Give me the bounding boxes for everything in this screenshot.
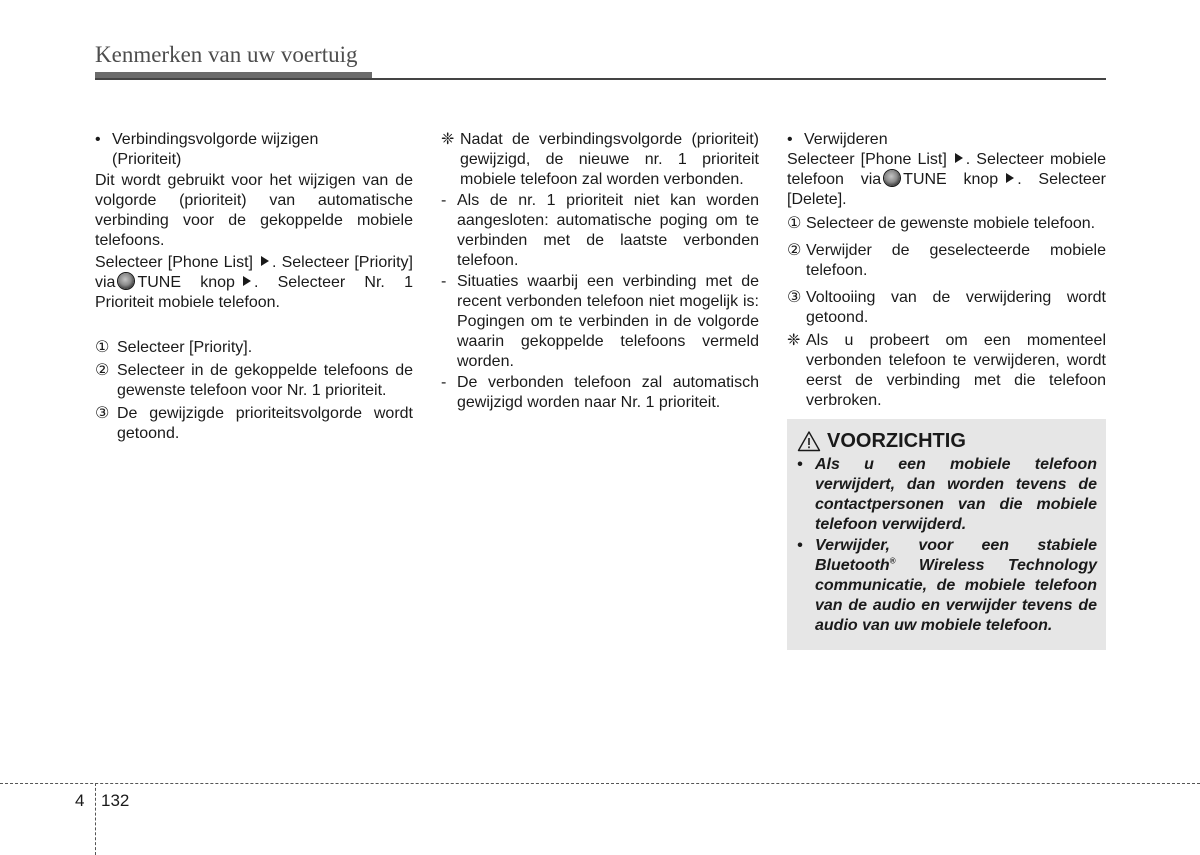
- tune-knob-icon: [118, 273, 134, 289]
- note-text: Als u probeert om een momenteel verbonden telefoon te verwijderen, wordt eerst de verbinding met die telefoon verbroken.: [806, 332, 1106, 409]
- dash-marker: -: [441, 273, 447, 290]
- step-text: Verwijder de geselecteerde mobiele telefoon.: [806, 242, 1106, 279]
- caution-header: [797, 429, 1097, 453]
- footer-rule: [0, 783, 1200, 784]
- instruction-part-d: . Selecteer Nr. 1 Prioriteit mobiele telefoon.: [95, 274, 413, 311]
- chapter-number: 4: [75, 791, 85, 810]
- step-text: Voltooiing van de verwijdering wordt getoond.: [806, 289, 1106, 326]
- step-item: [95, 338, 413, 358]
- header-rule: [95, 78, 1106, 80]
- dash-marker: -: [441, 192, 447, 209]
- footer-divider: [95, 783, 96, 855]
- caution-text-b: Wireless Technology communicatie, de mobiele telefoon van de audio en verwijder tevens de audio van uw mobiele telefoon.: [815, 557, 1097, 634]
- step-item: [787, 214, 1106, 234]
- instruction-paragraph: [787, 150, 1106, 210]
- dash-item: [441, 373, 759, 413]
- right-column: [787, 130, 1106, 650]
- dash-item: [441, 191, 759, 271]
- left-column: [95, 130, 413, 444]
- step-text: Selecteer [Priority].: [117, 339, 253, 356]
- registered-mark: ®: [889, 556, 896, 566]
- caution-item: [797, 536, 1097, 636]
- bullet-heading: Verbindingsvolgorde wijzigen: [112, 131, 319, 148]
- instruction-part-c: TUNE knop: [137, 274, 235, 291]
- step-marker: ②: [95, 362, 110, 379]
- dash-item: [441, 272, 759, 372]
- dash-marker: -: [441, 374, 447, 391]
- section-bullet-priority: [95, 130, 413, 170]
- arrow-right-icon: [955, 153, 963, 163]
- note-marker: ❈: [441, 131, 455, 148]
- bullet-marker: •: [95, 131, 101, 148]
- section-bullet-delete: [787, 130, 1106, 150]
- step-marker: ①: [787, 215, 802, 232]
- caution-bullet: •: [797, 537, 803, 554]
- instruction-part-d: . Selecteer [Delete].: [787, 171, 1107, 208]
- caution-text: Als u een mobiele telefoon verwijdert, dan worden tevens de contactpersonen van die mobiele telefoon verwijderd.: [815, 456, 1097, 533]
- step-item: [95, 404, 413, 444]
- note-item: [787, 331, 1106, 411]
- step-item: [787, 288, 1106, 328]
- step-text: De gewijzigde prioriteitsvolgorde wordt getoond.: [117, 405, 413, 442]
- step-item: [787, 241, 1106, 281]
- note-item: [441, 130, 759, 190]
- dash-text: De verbonden telefoon zal automatisch gewijzigd worden naar Nr. 1 prioriteit.: [457, 374, 759, 411]
- caution-title: VOORZICHTIG: [827, 430, 966, 452]
- step-marker: ③: [95, 405, 110, 422]
- caution-text-a: Verwijder, voor een stabiele Bluetooth: [815, 537, 1097, 574]
- step-text: Selecteer in de gekoppelde telefoons de gewenste telefoon voor Nr. 1 prioriteit.: [117, 362, 413, 399]
- note-marker: ❈: [787, 332, 801, 349]
- instruction-part-c: TUNE knop: [903, 171, 999, 188]
- bullet-heading-sub: (Prioriteit): [112, 151, 182, 168]
- bullet-heading: Verwijderen: [804, 131, 888, 148]
- instruction-part-b: . Selecteer [Priority] via: [95, 254, 413, 291]
- step-marker: ③: [787, 289, 802, 306]
- middle-column: [441, 130, 759, 413]
- step-marker: ①: [95, 339, 110, 356]
- warning-triangle-icon: [797, 430, 821, 452]
- instruction-part-b: . Selecteer mobiele telefoon via: [787, 151, 1106, 188]
- instruction-paragraph: [95, 253, 413, 313]
- step-marker: ②: [787, 242, 802, 259]
- arrow-right-icon: [243, 276, 251, 286]
- note-text: Nadat de verbindingsvolgorde (prioriteit) gewijzigd, de nieuwe nr. 1 prioriteit mobiele telefoon zal worden verbonden.: [460, 131, 759, 188]
- step-text: Selecteer de gewenste mobiele telefoon.: [806, 215, 1096, 232]
- dash-text: Situaties waarbij een verbinding met de recent verbonden telefoon niet mogelijk is: Pogingen om te verbinden in de volgorde waarin gekoppelde telefoons vermeld worden.: [457, 273, 759, 370]
- page-header-title: Kenmerken van uw voertuig: [95, 42, 358, 67]
- caution-item: [797, 455, 1097, 535]
- tune-knob-icon: [884, 170, 900, 186]
- arrow-right-icon: [1006, 173, 1014, 183]
- instruction-part-a: Selecteer [Phone List]: [787, 151, 947, 168]
- step-item: [95, 361, 413, 401]
- bullet-marker: •: [787, 131, 793, 148]
- dash-text: Als de nr. 1 prioriteit niet kan worden aangesloten: automatische poging om te verbinden met de laatste verbonden telefoon.: [457, 192, 759, 269]
- caution-box: [787, 419, 1106, 650]
- instruction-part-a: Selecteer [Phone List]: [95, 254, 253, 271]
- arrow-right-icon: [261, 256, 269, 266]
- caution-bullet: •: [797, 456, 803, 473]
- intro-paragraph: Dit wordt gebruikt voor het wijzigen van de volgorde (prioriteit) van automatische verbinding voor de gekoppelde mobiele telefoons.: [95, 172, 413, 249]
- page-number: 132: [101, 791, 130, 810]
